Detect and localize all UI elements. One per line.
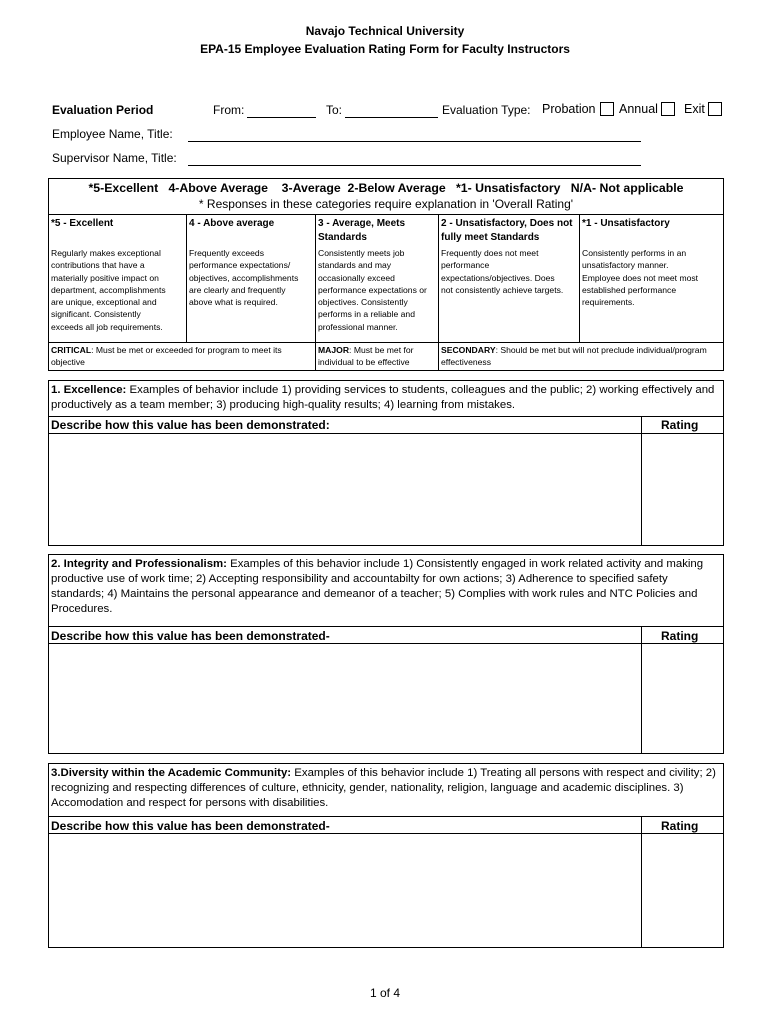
key-body-line: exceeds all job requirements.	[51, 321, 163, 332]
key-body-line: objectives. Consistently	[318, 297, 408, 308]
key-body-line: performance expectations/	[189, 260, 291, 271]
key-body-line: department, accomplishments	[51, 284, 166, 295]
key-body-line: requirements.	[582, 297, 635, 308]
describe-label: Describe how this value has been demonstrated-	[51, 629, 330, 643]
section-excellence-heading	[51, 383, 721, 413]
employee-field[interactable]	[188, 141, 641, 142]
key-header-2: 2 - Unsatisfactory, Does not fully meet Standards	[441, 218, 573, 243]
critical-note	[51, 344, 311, 369]
key-body-line: performs in a reliable and	[318, 309, 415, 320]
major-text: : Must be met for individual to be effective	[318, 345, 414, 368]
annual-label: Annual	[619, 102, 658, 116]
supervisor-field[interactable]	[188, 165, 641, 166]
to-label: To:	[326, 103, 343, 117]
divider	[579, 214, 580, 342]
page-number: 1 of 4	[369, 986, 401, 1000]
key-body-line: materially positive impact on	[51, 272, 159, 283]
university-name: Navajo Technical University	[305, 24, 465, 38]
section-title: 1. Excellence:	[51, 384, 127, 396]
from-field[interactable]	[247, 117, 316, 118]
section-text: Examples of this behavior include 1) Treating all persons with respect and civility; 2) recognizing and respecting differences of culture, ethnicity, gender, nationality, religion, language and academic disciplines. 3) Accomodation and respect for persons with disabilities.	[51, 767, 716, 809]
rating-label: Rating	[661, 629, 699, 643]
key-body-line: Frequently does not meet	[441, 248, 539, 258]
section-title: 3.Diversity within the Academic Community:	[51, 767, 292, 779]
critical-label: CRITICAL	[51, 345, 92, 355]
excellence-description-input[interactable]	[49, 434, 641, 545]
integrity-rating-input[interactable]	[642, 644, 723, 753]
probation-checkbox[interactable]	[600, 102, 614, 116]
integrity-description-input[interactable]	[49, 644, 641, 753]
key-body-line: Consistently performs in an	[582, 248, 687, 258]
key-header-3: 3 - Average, Meets Standards	[318, 218, 406, 243]
divider	[48, 626, 724, 627]
key-body-line: significant. Consistently	[51, 309, 141, 320]
key-header-5: *5 - Excellent	[51, 218, 114, 229]
exit-checkbox[interactable]	[708, 102, 722, 116]
key-body-4	[189, 247, 315, 308]
key-body-3	[318, 247, 438, 333]
key-header-1: *1 - Unsatisfactory	[582, 218, 670, 229]
divider	[438, 214, 439, 371]
rating-label: Rating	[661, 418, 699, 432]
section-title: 2. Integrity and Professionalism:	[51, 558, 227, 570]
annual-checkbox[interactable]	[661, 102, 675, 116]
divider	[186, 214, 187, 342]
critical-text: : Must be met or exceeded for program to meet its objective	[51, 345, 282, 368]
rating-note: * Responses in these categories require explanation in 'Overall Rating'	[198, 197, 574, 211]
key-body-line: expectations/objectives. Does	[441, 272, 555, 283]
divider	[48, 342, 724, 343]
secondary-note	[441, 344, 721, 369]
exit-label: Exit	[684, 102, 705, 116]
form-title: EPA-15 Employee Evaluation Rating Form for Faculty Instructors	[200, 42, 570, 56]
section-text: Examples of behavior include 1) providing services to students, colleagues and the public; 2) working effectively and productively as a team member; 3) producing high-quality results; 4) learning from mistakes.	[51, 384, 715, 411]
key-body-line: occasionally exceed	[318, 272, 395, 283]
secondary-label: SECONDARY	[441, 345, 496, 355]
major-label: MAJOR	[318, 345, 350, 355]
key-body-line: performance	[441, 260, 490, 271]
key-body-line: performance expectations or	[318, 284, 427, 295]
section-diversity-heading	[51, 766, 721, 811]
key-body-5	[51, 247, 185, 333]
key-body-line: Employee does not meet most	[582, 272, 699, 283]
from-label: From:	[213, 103, 245, 117]
employee-label: Employee Name, Title:	[52, 127, 173, 141]
key-body-2	[441, 247, 579, 296]
secondary-text: : Should be met but will not preclude individual/program effectiveness	[441, 345, 707, 368]
key-header-4: 4 - Above average	[189, 218, 275, 229]
section-integrity-heading	[51, 557, 721, 617]
divider	[48, 416, 724, 417]
key-body-1	[582, 247, 722, 308]
key-body-line: are unique, exceptional and	[51, 297, 157, 308]
diversity-rating-input[interactable]	[642, 834, 723, 947]
key-body-line: above what is required.	[189, 297, 278, 308]
key-body-line: are clearly and frequently	[189, 284, 286, 295]
evaluation-period-label: Evaluation Period	[52, 103, 154, 117]
describe-label: Describe how this value has been demonstrated-	[51, 819, 330, 833]
divider	[315, 214, 316, 371]
key-body-line: Consistently meets job	[318, 248, 405, 258]
key-body-line: Frequently exceeds	[189, 248, 264, 258]
describe-label: Describe how this value has been demonstrated:	[51, 418, 330, 432]
key-body-line: standards and may	[318, 260, 392, 271]
key-body-line: professional manner.	[318, 321, 398, 332]
key-body-line: Regularly makes exceptional	[51, 248, 161, 258]
evaluation-type-label: Evaluation Type:	[442, 103, 531, 117]
to-field[interactable]	[345, 117, 438, 118]
supervisor-label: Supervisor Name, Title:	[52, 151, 177, 165]
divider	[48, 214, 724, 215]
probation-label: Probation	[542, 102, 596, 116]
diversity-description-input[interactable]	[49, 834, 641, 947]
divider	[48, 816, 724, 817]
key-body-line: established performance	[582, 284, 677, 295]
rating-label: Rating	[661, 819, 699, 833]
section-text: Examples of this behavior include 1) Consistently engaged in work related activity and making productive use of work time; 2) Accepting responsibility and accountabilty for own actions; 3) Adherence to specified safety standards; 4) Maintains the personal appearance and demeanor of a teacher; 5) Complies with work rules and NTC Policies and Procedures.	[51, 558, 704, 615]
key-body-line: unsatisfactory manner.	[582, 260, 669, 271]
key-body-line: not consistently achieve targets.	[441, 284, 564, 295]
key-body-line: objectives, accomplishments	[189, 272, 299, 283]
rating-scale-line: *5-Excellent 4-Above Average 3-Average 2-Below Average *1- Unsatisfactory N/A- Not applicable	[88, 181, 684, 195]
key-body-line: contributions that have a	[51, 260, 145, 271]
major-note	[318, 344, 436, 369]
excellence-rating-input[interactable]	[642, 434, 723, 545]
